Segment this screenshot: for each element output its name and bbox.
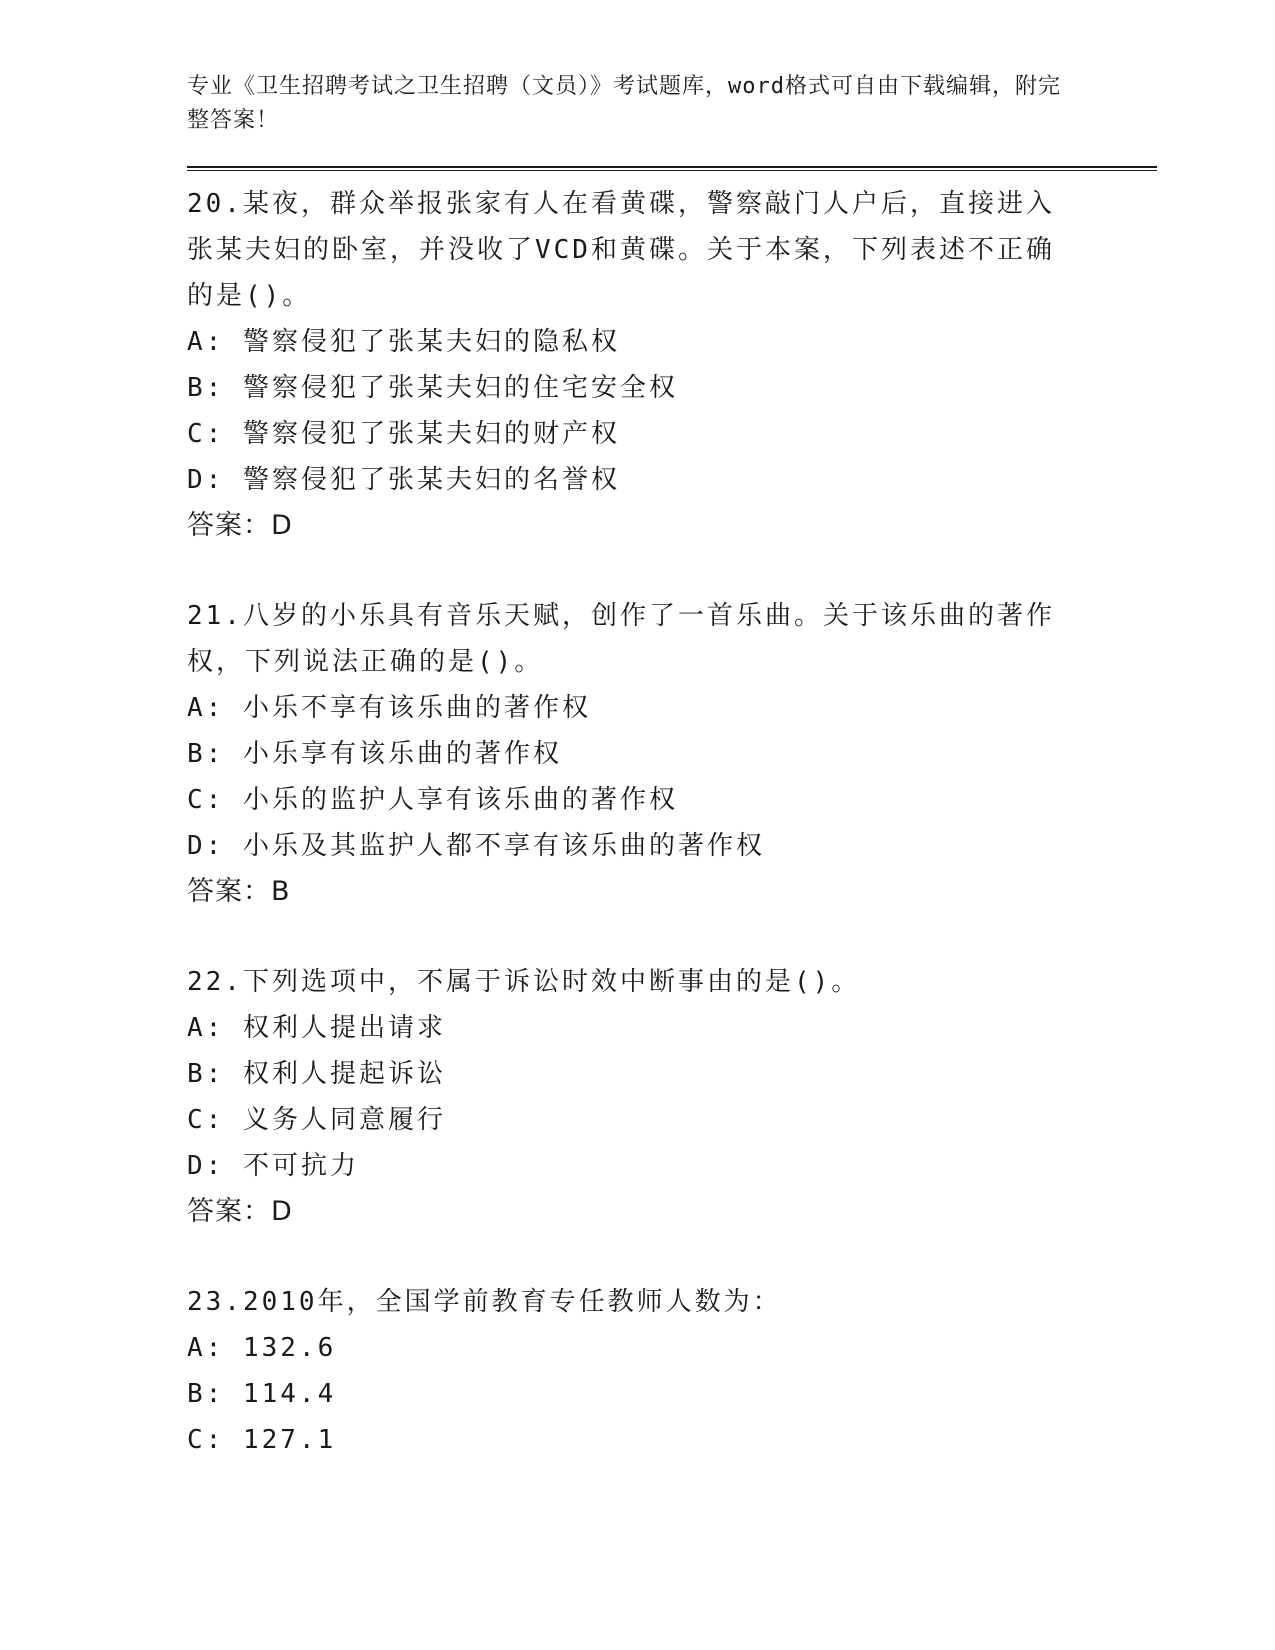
option-b: B: 小乐享有该乐曲的著作权 [187, 739, 562, 769]
question-22 [187, 959, 1157, 1235]
answer-label: 答案：D [187, 510, 293, 541]
option-c: C: 义务人同意履行 [187, 1105, 446, 1135]
question-stem: 21.八岁的小乐具有音乐天赋，创作了一首乐曲。关于该乐曲的著作权，下列说法正确的是()。 [187, 601, 1055, 677]
option-d: D: 不可抗力 [187, 1151, 359, 1181]
option-c: C: 警察侵犯了张某夫妇的财产权 [187, 419, 620, 449]
question-stem: 22.下列选项中，不属于诉讼时效中断事由的是()。 [187, 967, 861, 997]
question-stem: 20.某夜，群众举报张家有人在看黄碟，警察敲门人户后，直接进入张某夫妇的卧室，并没收了VCD和黄碟。关于本案，下列表述不正确的是()。 [187, 189, 1055, 311]
option-d: D: 警察侵犯了张某夫妇的名誉权 [187, 465, 620, 495]
document-page [187, 70, 1157, 1507]
question-stem: 23.2010年，全国学前教育专任教师人数为： [187, 1287, 782, 1317]
option-c: C: 127.1 [187, 1425, 337, 1455]
option-c: C: 小乐的监护人享有该乐曲的著作权 [187, 785, 678, 815]
option-d: D: 小乐及其监护人都不享有该乐曲的著作权 [187, 831, 765, 861]
option-a: A: 警察侵犯了张某夫妇的隐私权 [187, 327, 620, 357]
option-a: A: 权利人提出请求 [187, 1013, 446, 1043]
option-a: A: 132.6 [187, 1333, 337, 1363]
option-a: A: 小乐不享有该乐曲的著作权 [187, 693, 591, 723]
option-b: B: 114.4 [187, 1379, 337, 1409]
question-23 [187, 1279, 1157, 1463]
question-list [187, 181, 1157, 1463]
document-header: 专业《卫生招聘考试之卫生招聘（文员）》考试题库，word格式可自由下载编辑，附完整答案！ [187, 74, 1061, 133]
question-20 [187, 181, 1157, 549]
option-b: B: 权利人提起诉讼 [187, 1059, 446, 1089]
header-divider [187, 166, 1157, 171]
answer-label: 答案：B [187, 876, 291, 907]
option-b: B: 警察侵犯了张某夫妇的住宅安全权 [187, 373, 678, 403]
question-21 [187, 593, 1157, 915]
answer-label: 答案：D [187, 1196, 293, 1227]
